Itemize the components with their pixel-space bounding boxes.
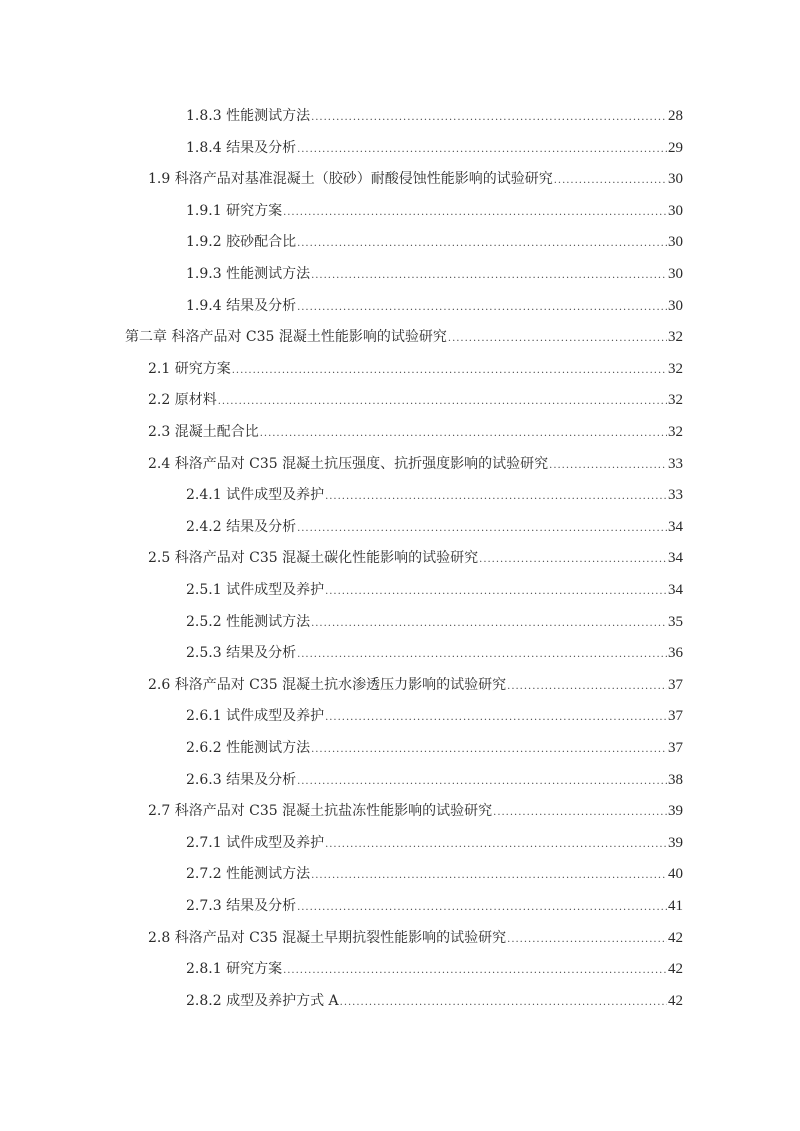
toc-entry-title: 2.7.2 性能测试方法 <box>186 866 311 883</box>
toc-entry[interactable] <box>186 231 683 253</box>
toc-entry[interactable] <box>186 295 683 317</box>
toc-entry-page: 34 <box>668 582 683 598</box>
toc-entry-title: 2.5 科洛产品对 C35 混凝土碳化性能影响的试验研究 <box>148 550 479 567</box>
toc-entry[interactable] <box>148 547 683 569</box>
dot-leader <box>283 204 667 222</box>
toc-entry-page: 33 <box>668 487 683 504</box>
toc-entry-title: 1.9.4 结果及分析 <box>186 297 297 314</box>
toc-entry-page: 32 <box>668 424 683 440</box>
toc-entry-title: 2.4 科洛产品对 C35 混凝土抗压强度、抗折强度影响的试验研究 <box>148 455 549 472</box>
dot-leader <box>340 994 667 1012</box>
toc-entry-title: 2.6.3 结果及分析 <box>186 771 297 788</box>
toc-entry[interactable] <box>186 200 683 222</box>
dot-leader <box>232 362 667 380</box>
dot-leader <box>297 235 667 253</box>
toc-entry-title: 2.8.2 成型及养护方式 A <box>186 992 339 1009</box>
toc-entry-page: 42 <box>668 992 683 1009</box>
toc-entry-title: 2.5.2 性能测试方法 <box>186 613 311 630</box>
toc-entry-page: 32 <box>668 329 683 346</box>
toc-entry-title: 第二章 科洛产品对 C35 混凝土性能影响的试验研究 <box>125 329 447 346</box>
dot-leader <box>297 646 667 664</box>
toc-entry[interactable] <box>148 421 683 443</box>
toc-entry-title: 1.8.4 结果及分析 <box>186 139 297 156</box>
toc-entry[interactable] <box>186 484 683 506</box>
toc-entry[interactable] <box>186 137 683 159</box>
toc-entry[interactable] <box>148 674 683 696</box>
dot-leader <box>507 678 667 696</box>
toc-entry-title: 1.9.3 性能测试方法 <box>186 266 311 282</box>
dot-leader <box>311 267 667 285</box>
toc-entry-page: 35 <box>668 613 683 630</box>
toc-entry-page: 36 <box>668 645 683 662</box>
toc-entry-page: 40 <box>668 866 683 883</box>
toc-entry[interactable] <box>186 895 683 917</box>
toc-entry-title: 2.7 科洛产品对 C35 混凝土抗盐冻性能影响的试验研究 <box>148 803 493 820</box>
toc-entry-page: 30 <box>668 171 683 188</box>
toc-entry-title: 2.3 混凝土配合比 <box>148 424 259 440</box>
toc-entry[interactable] <box>186 611 683 633</box>
toc-entry[interactable] <box>148 927 683 949</box>
toc-entry-title: 1.8.3 性能测试方法 <box>186 108 311 124</box>
toc-entry-page: 30 <box>668 297 683 314</box>
toc-entry[interactable] <box>186 769 683 791</box>
toc-entry-title: 2.4.1 试件成型及养护 <box>186 487 325 504</box>
toc-entry[interactable] <box>186 579 683 601</box>
dot-leader <box>325 836 667 854</box>
dot-leader <box>448 330 667 348</box>
toc-entry[interactable] <box>148 168 683 190</box>
toc-entry-page: 34 <box>668 550 683 567</box>
dot-leader <box>260 425 667 443</box>
toc-entry-title: 2.7.1 试件成型及养护 <box>186 834 325 851</box>
toc-entry[interactable] <box>186 863 683 885</box>
toc-entry-title: 2.8 科洛产品对 C35 混凝土早期抗裂性能影响的试验研究 <box>148 929 507 946</box>
toc-entry-page: 30 <box>668 234 683 251</box>
dot-leader <box>325 583 667 601</box>
toc-entry-page: 32 <box>668 392 683 409</box>
dot-leader <box>554 172 667 190</box>
toc-entry[interactable] <box>186 105 683 127</box>
toc-entry[interactable] <box>186 705 683 727</box>
toc-entry-page: 34 <box>668 518 683 535</box>
dot-leader <box>297 520 667 538</box>
toc-entry[interactable] <box>125 326 683 348</box>
toc-entry-page: 30 <box>668 266 683 282</box>
toc-entry-title: 2.8.1 研究方案 <box>186 961 283 978</box>
dot-leader <box>507 931 667 949</box>
toc-entry-page: 42 <box>668 929 683 946</box>
toc-entry-title: 2.6.1 试件成型及养护 <box>186 708 325 725</box>
toc-entry-title: 1.9.2 胶砂配合比 <box>186 234 297 251</box>
toc-entry-title: 1.9.1 研究方案 <box>186 202 283 219</box>
toc-entry-title: 1.9 科洛产品对基准混凝土（胶砂）耐酸侵蚀性能影响的试验研究 <box>148 171 553 188</box>
toc-entry-page: 28 <box>668 108 683 124</box>
toc-entry-page: 29 <box>668 139 683 156</box>
dot-leader <box>311 109 667 127</box>
toc-entry[interactable] <box>186 516 683 538</box>
dot-leader <box>479 551 667 569</box>
toc-entry[interactable] <box>148 389 683 411</box>
toc-entry[interactable] <box>148 800 683 822</box>
dot-leader <box>311 615 667 633</box>
toc-entry-page: 42 <box>668 961 683 978</box>
toc-entry-title: 2.4.2 结果及分析 <box>186 518 297 535</box>
toc-entry-title: 2.5.3 结果及分析 <box>186 645 297 662</box>
dot-leader <box>297 299 667 317</box>
toc-entry[interactable] <box>148 358 683 380</box>
toc-entry[interactable] <box>186 642 683 664</box>
dot-leader <box>549 457 667 475</box>
toc-entry[interactable] <box>186 832 683 854</box>
dot-leader <box>325 709 667 727</box>
toc-entry-page: 39 <box>668 803 683 820</box>
toc-entry-page: 37 <box>668 676 683 693</box>
dot-leader <box>297 773 667 791</box>
toc-entry-page: 37 <box>668 708 683 725</box>
toc-entry[interactable] <box>186 263 683 285</box>
toc-entry-title: 2.2 原材料 <box>148 392 217 409</box>
dot-leader <box>218 393 667 411</box>
toc-entry-title: 2.6 科洛产品对 C35 混凝土抗水渗透压力影响的试验研究 <box>148 676 507 693</box>
dot-leader <box>283 962 667 980</box>
toc-entry-title: 2.5.1 试件成型及养护 <box>186 582 325 598</box>
toc-entry-page: 38 <box>668 771 683 788</box>
toc-entry-page: 33 <box>668 455 683 472</box>
dot-leader <box>325 488 667 506</box>
toc-entry-page: 41 <box>668 898 683 914</box>
dot-leader <box>297 899 667 917</box>
toc-entry-title: 2.7.3 结果及分析 <box>186 898 297 914</box>
dot-leader <box>297 141 667 159</box>
toc-entry-page: 39 <box>668 834 683 851</box>
dot-leader <box>311 867 667 885</box>
dot-leader <box>493 804 667 822</box>
toc-entry-page: 30 <box>668 202 683 219</box>
toc-entry[interactable] <box>148 453 683 475</box>
toc-entry-title: 2.6.2 性能测试方法 <box>186 740 311 756</box>
toc-entry[interactable] <box>186 990 683 1012</box>
dot-leader <box>311 741 667 759</box>
toc-entry[interactable] <box>186 958 683 980</box>
toc-entry-page: 32 <box>668 360 683 377</box>
toc-entry-title: 2.1 研究方案 <box>148 360 231 377</box>
toc-entry[interactable] <box>186 737 683 759</box>
toc-entry-page: 37 <box>668 740 683 756</box>
